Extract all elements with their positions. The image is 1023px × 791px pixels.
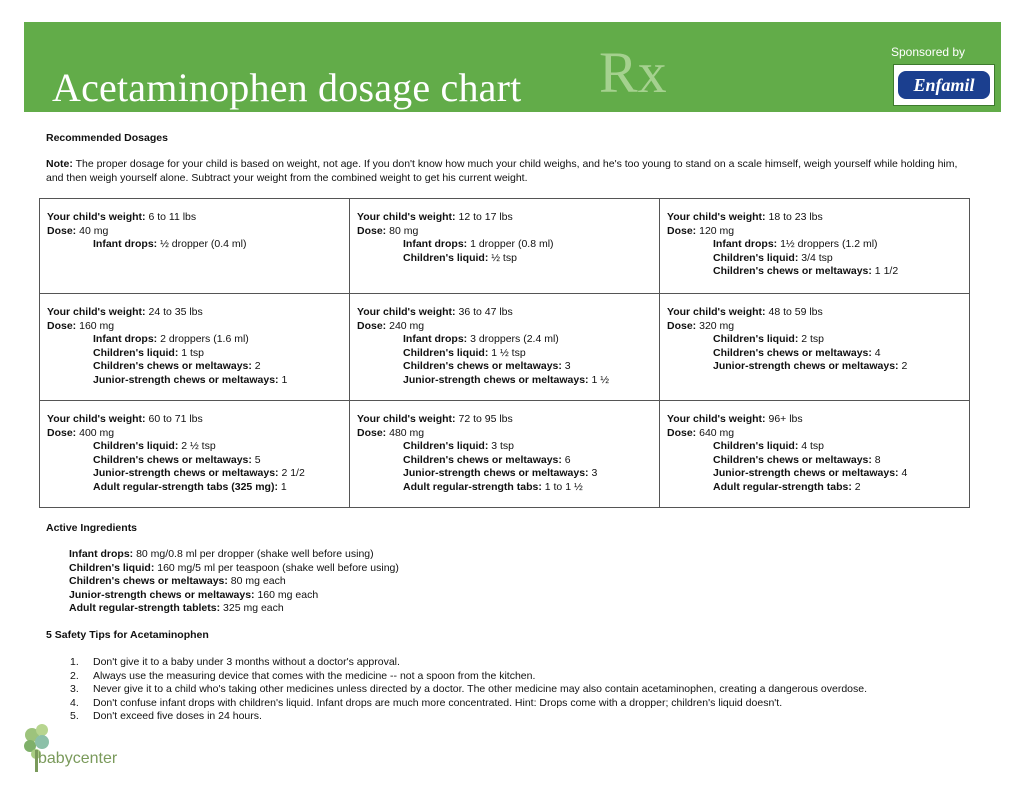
sponsored-by-label: Sponsored by xyxy=(891,45,966,59)
dosage-item xyxy=(667,454,963,468)
dosage-item-value: 6 xyxy=(561,453,571,466)
dosage-item-label: Children's liquid: xyxy=(713,440,799,452)
dosage-item xyxy=(357,333,653,347)
dose-label: Dose: xyxy=(47,224,77,237)
dosage-item-value: ½ tsp xyxy=(488,251,517,264)
dosage-item xyxy=(357,347,653,361)
weight-line xyxy=(667,413,963,427)
dosage-cell xyxy=(660,199,970,294)
dosage-item xyxy=(667,238,963,252)
dosage-cell xyxy=(40,199,350,294)
dosage-item xyxy=(357,454,653,468)
dosage-item-value: 1 dropper (0.8 ml) xyxy=(467,238,554,250)
dosage-row xyxy=(40,401,970,508)
dosage-item xyxy=(667,252,963,266)
weight-value: 96+ lbs xyxy=(765,413,803,425)
dosage-item-label: Infant drops: xyxy=(403,333,468,345)
weight-value: 36 to 47 lbs xyxy=(455,306,513,318)
dosage-item-value: 3 tsp xyxy=(488,440,515,452)
header-banner xyxy=(24,22,1001,112)
tip-number: 5. xyxy=(70,710,79,722)
dose-line xyxy=(357,427,653,441)
dosage-item-label: Adult regular-strength tabs: xyxy=(403,480,542,493)
weight-value: 60 to 71 lbs xyxy=(145,413,203,425)
dosage-item-label: Children's liquid: xyxy=(403,440,489,452)
ingredient-label: Children's chews or meltaways: xyxy=(69,575,228,587)
weight-value: 72 to 95 lbs xyxy=(455,413,513,425)
note-text: The proper dosage for your child is based on weight, not age. If you don't know how much your child weighs, and he's too young to stand on a scale himself, weigh yourself while holding him, and then weigh yourself alone. Subtract your weight from the combined weight to get his current weight. xyxy=(46,158,958,184)
ingredient-item xyxy=(69,562,399,576)
dosage-item xyxy=(47,454,343,468)
dosage-item-label: Children's chews or meltaways: xyxy=(713,265,872,277)
dose-label: Dose: xyxy=(667,319,697,332)
enfamil-logo-text: Enfamil xyxy=(898,71,990,99)
weight-label: Your child's weight: xyxy=(357,413,456,425)
tip-text: Always use the measuring device that comes with the medicine -- not a spoon from the kitchen. xyxy=(93,669,536,682)
dosage-item-label: Junior-strength chews or meltaways: xyxy=(403,467,589,479)
ingredient-value: 325 mg each xyxy=(220,602,284,614)
dosage-item-label: Junior-strength chews or meltaways: xyxy=(713,360,899,372)
weight-line xyxy=(667,306,963,320)
safety-tip xyxy=(70,710,867,724)
weight-line xyxy=(47,413,343,427)
weight-value: 6 to 11 lbs xyxy=(145,211,197,223)
dose-line xyxy=(667,320,963,334)
dosage-item-value: 2 tsp xyxy=(798,333,825,345)
dosage-item-value: 2 xyxy=(851,480,861,493)
dosage-item xyxy=(357,360,653,374)
ingredient-label: Children's liquid: xyxy=(69,561,155,574)
dosage-item-value: 2 xyxy=(251,360,261,372)
dose-label: Dose: xyxy=(47,426,77,439)
tip-text: Don't give it to a baby under 3 months without a doctor's approval. xyxy=(93,656,400,668)
tip-number: 3. xyxy=(70,683,79,695)
weight-line xyxy=(357,211,653,225)
weight-value: 24 to 35 lbs xyxy=(145,306,203,318)
dosage-item xyxy=(47,467,343,481)
ingredient-item xyxy=(69,589,399,603)
dosage-item-value: 1½ droppers (1.2 ml) xyxy=(777,238,878,250)
weight-label: Your child's weight: xyxy=(47,211,146,223)
safety-tip xyxy=(70,697,867,711)
dosage-item xyxy=(357,374,653,388)
dosage-item xyxy=(667,481,963,495)
dosage-item-label: Children's chews or meltaways: xyxy=(93,453,252,466)
dosage-cell xyxy=(350,294,660,401)
note-label: Note: xyxy=(46,158,73,170)
enfamil-logo xyxy=(893,64,995,106)
tip-number: 4. xyxy=(70,696,79,709)
dosage-item-value: 3 droppers (2.4 ml) xyxy=(467,333,559,345)
dosage-item-value: 1 tsp xyxy=(178,346,205,359)
safety-tip xyxy=(70,656,867,670)
dose-value: 640 mg xyxy=(696,426,735,439)
page-title: Acetaminophen dosage chart xyxy=(52,65,522,110)
dosage-item-label: Children's liquid: xyxy=(713,333,799,345)
dosage-item-value: 3/4 tsp xyxy=(798,251,833,264)
dosage-item-label: Junior-strength chews or meltaways: xyxy=(713,467,899,479)
dosage-cell xyxy=(40,294,350,401)
ingredient-value: 160 mg each xyxy=(254,588,319,601)
ingredient-label: Junior-strength chews or meltaways: xyxy=(69,588,255,601)
dosage-item xyxy=(47,440,343,454)
dosage-item-label: Infant drops: xyxy=(403,238,468,250)
ingredients-list xyxy=(69,548,399,616)
ingredient-item xyxy=(69,548,399,562)
dose-label: Dose: xyxy=(667,224,697,237)
weight-label: Your child's weight: xyxy=(357,211,456,223)
dosage-item-value: 4 xyxy=(871,346,881,359)
dosage-item xyxy=(667,440,963,454)
dosage-item xyxy=(47,238,343,252)
ingredient-value: 80 mg each xyxy=(227,575,286,587)
dose-value: 480 mg xyxy=(386,426,425,439)
dosage-item xyxy=(667,347,963,361)
dosage-item-value: 1 ½ xyxy=(588,373,609,386)
tip-text: Never give it to a child who's taking other medicines unless directed by a doctor. The other medicine may also contain acetaminophen, creating a dangerous overdose. xyxy=(93,683,868,695)
safety-tips-list xyxy=(70,656,867,724)
dosage-item-label: Children's liquid: xyxy=(713,251,799,264)
dosage-cell xyxy=(660,294,970,401)
dosage-item-value: 1 ½ tsp xyxy=(488,346,526,359)
ingredient-item xyxy=(69,602,399,616)
dosage-item xyxy=(667,333,963,347)
dosage-item-value: 4 tsp xyxy=(798,440,825,452)
weight-line xyxy=(47,211,343,225)
dose-value: 40 mg xyxy=(76,224,109,237)
dosage-item-value: 3 xyxy=(561,360,571,372)
dose-line xyxy=(47,320,343,334)
dosage-item xyxy=(357,481,653,495)
weight-line xyxy=(47,306,343,320)
dosage-row xyxy=(40,294,970,401)
dose-line xyxy=(47,427,343,441)
ingredient-item xyxy=(69,575,399,589)
dose-line xyxy=(357,320,653,334)
weight-label: Your child's weight: xyxy=(47,413,146,425)
ingredient-label: Infant drops: xyxy=(69,548,134,560)
dosage-item-value: 2 1/2 xyxy=(278,467,305,479)
dosage-item-label: Junior-strength chews or meltaways: xyxy=(403,373,589,386)
dosage-item xyxy=(47,360,343,374)
dose-line xyxy=(667,427,963,441)
dosage-item-value: 2 ½ tsp xyxy=(178,440,216,452)
weight-line xyxy=(357,306,653,320)
safety-tips-heading: 5 Safety Tips for Acetaminophen xyxy=(46,629,209,641)
dose-line xyxy=(667,225,963,239)
babycenter-logo-text: babycenter xyxy=(38,750,118,767)
dosage-cell xyxy=(350,199,660,294)
dose-line xyxy=(357,225,653,239)
dosage-table xyxy=(39,198,970,508)
dosage-item-value: 4 xyxy=(898,467,908,479)
dosage-item xyxy=(47,481,343,495)
safety-tip xyxy=(70,670,867,684)
dose-value: 120 mg xyxy=(696,224,735,237)
weight-label: Your child's weight: xyxy=(667,306,766,318)
tip-text: Don't confuse infant drops with children's liquid. Infant drops are much more concentrated. Hint: Drops come with a dropper; children's liquid doesn't. xyxy=(93,696,783,709)
dosage-item xyxy=(47,347,343,361)
weight-label: Your child's weight: xyxy=(357,306,456,318)
weight-value: 18 to 23 lbs xyxy=(765,211,823,223)
weight-line xyxy=(667,211,963,225)
ingredient-label: Adult regular-strength tablets: xyxy=(69,602,221,614)
dosage-cell xyxy=(350,401,660,508)
dosage-item-label: Adult regular-strength tabs: xyxy=(713,480,852,493)
dosage-item-label: Children's liquid: xyxy=(403,251,489,264)
dosage-item-label: Children's liquid: xyxy=(93,346,179,359)
weight-label: Your child's weight: xyxy=(47,306,146,318)
dosage-item-label: Children's liquid: xyxy=(403,346,489,359)
dosage-cell xyxy=(40,401,350,508)
dosage-item-label: Infant drops: xyxy=(93,333,158,345)
weight-value: 48 to 59 lbs xyxy=(765,306,823,318)
dosage-item xyxy=(357,252,653,266)
dosage-item-value: 2 droppers (1.6 ml) xyxy=(157,333,249,345)
dosage-item-value: 1 xyxy=(278,373,288,386)
dosage-item xyxy=(357,238,653,252)
dosage-item-value: 8 xyxy=(871,453,881,466)
dose-label: Dose: xyxy=(357,319,387,332)
dosage-item-value: ½ dropper (0.4 ml) xyxy=(157,238,247,250)
dosage-row xyxy=(40,199,970,294)
dosage-item xyxy=(47,374,343,388)
dosage-item xyxy=(667,467,963,481)
dose-value: 80 mg xyxy=(386,224,419,237)
dose-value: 160 mg xyxy=(76,319,115,332)
active-ingredients-heading: Active Ingredients xyxy=(46,522,138,534)
ingredient-value: 80 mg/0.8 ml per dropper (shake well before using) xyxy=(133,548,374,560)
recommended-dosages-heading: Recommended Dosages xyxy=(46,132,168,144)
dosage-item-label: Children's chews or meltaways: xyxy=(713,453,872,466)
dose-label: Dose: xyxy=(667,426,697,439)
dosage-item xyxy=(667,265,963,279)
dose-label: Dose: xyxy=(47,319,77,332)
dosage-item-label: Adult regular-strength tabs (325 mg): xyxy=(93,480,278,493)
dosage-item-label: Junior-strength chews or meltaways: xyxy=(93,373,279,386)
weight-label: Your child's weight: xyxy=(667,211,766,223)
dosage-item xyxy=(667,360,963,374)
dosage-item-label: Children's chews or meltaways: xyxy=(93,360,252,372)
dosage-item-label: Children's chews or meltaways: xyxy=(403,453,562,466)
tip-number: 2. xyxy=(70,669,79,682)
note-paragraph xyxy=(46,157,976,185)
dose-value: 400 mg xyxy=(76,426,115,439)
dosage-item-value: 1 to 1 ½ xyxy=(541,480,583,493)
ingredient-value: 160 mg/5 ml per teaspoon (shake well before using) xyxy=(154,561,399,574)
dosage-item xyxy=(47,333,343,347)
weight-value: 12 to 17 lbs xyxy=(455,211,513,223)
dosage-item-label: Children's liquid: xyxy=(93,440,179,452)
tip-number: 1. xyxy=(70,656,79,668)
dose-value: 240 mg xyxy=(386,319,425,332)
dosage-item-label: Children's chews or meltaways: xyxy=(713,346,872,359)
dosage-item-label: Children's chews or meltaways: xyxy=(403,360,562,372)
dosage-item-value: 1 xyxy=(277,480,287,493)
dosage-item xyxy=(357,467,653,481)
dosage-cell xyxy=(660,401,970,508)
dose-value: 320 mg xyxy=(696,319,735,332)
tip-text: Don't exceed five doses in 24 hours. xyxy=(93,710,262,722)
dosage-item-value: 1 1/2 xyxy=(871,265,899,277)
dosage-item xyxy=(357,440,653,454)
dosage-item-value: 3 xyxy=(588,467,598,479)
dose-label: Dose: xyxy=(357,224,387,237)
weight-label: Your child's weight: xyxy=(667,413,766,425)
dosage-item-label: Junior-strength chews or meltaways: xyxy=(93,467,279,479)
weight-line xyxy=(357,413,653,427)
dose-line xyxy=(47,225,343,239)
rx-icon: Rx xyxy=(599,40,667,105)
dosage-item-label: Infant drops: xyxy=(93,238,158,250)
dosage-item-value: 5 xyxy=(251,453,261,466)
dose-label: Dose: xyxy=(357,426,387,439)
dosage-item-label: Infant drops: xyxy=(713,238,778,250)
safety-tip xyxy=(70,683,867,697)
dosage-item-value: 2 xyxy=(898,360,908,372)
